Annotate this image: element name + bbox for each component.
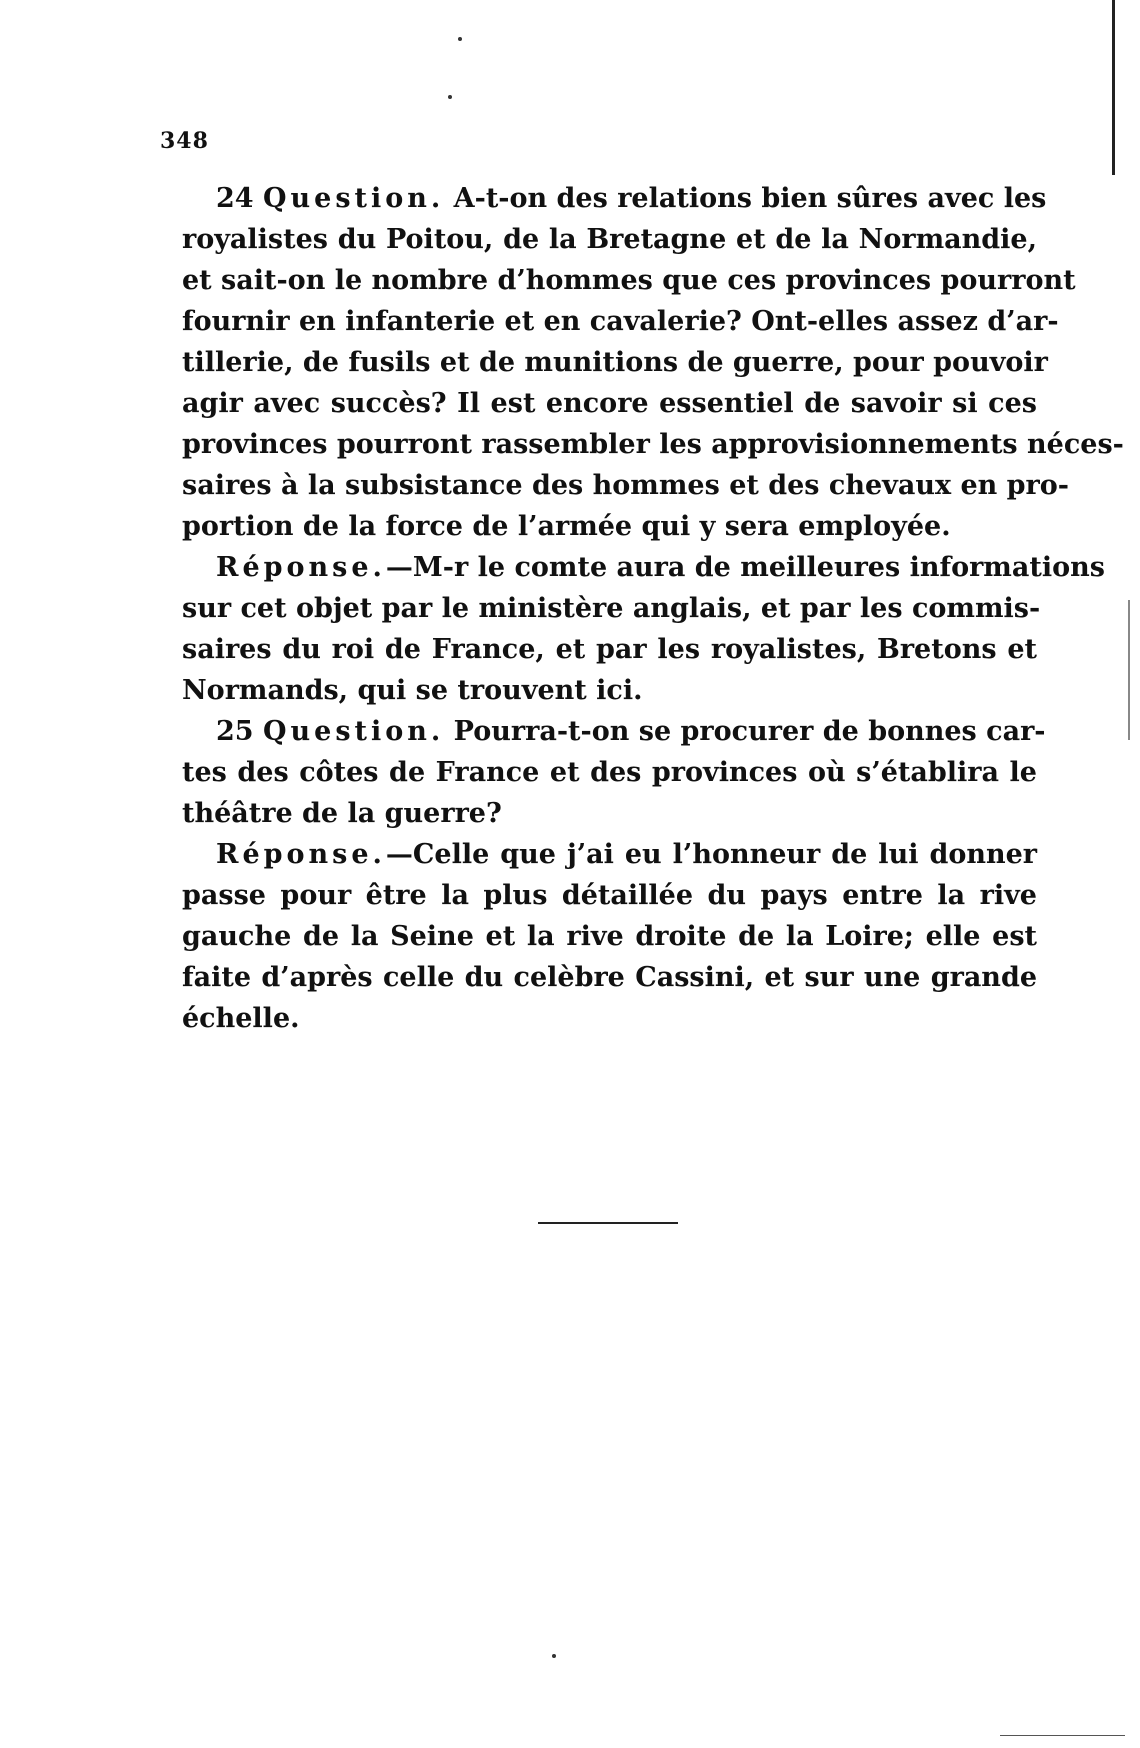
answer-24-line-1: Réponse.—M-r le comte aura de meilleures informations — [216, 552, 1105, 583]
question-24-line: portion de la force de l’armée qui y sera employée. — [182, 511, 951, 542]
question-24-line-1: 24 Question. A-t-on des relations bien sûres avec les — [216, 183, 1047, 214]
answer-25-line: gauche de la Seine et la rive droite de la Loire; elle est — [182, 921, 1037, 952]
answer-keyword: Réponse. — [216, 839, 386, 870]
question-keyword: Question. — [262, 183, 445, 214]
question-24-line: tillerie, de fusils et de munitions de guerre, pour pouvoir — [182, 347, 1048, 378]
answer-24-line: saires du roi de France, et par les royalistes, Bretons et — [182, 634, 1037, 665]
question-number: 24 — [216, 183, 254, 214]
question-24-line: royalistes du Poitou, de la Bretagne et de la Normandie, — [182, 224, 1037, 255]
print-speck — [448, 95, 452, 99]
answer-25-line: faite d’après celle du celèbre Cassini, et sur une grande — [182, 962, 1037, 993]
page-edge-line — [1112, 0, 1115, 175]
question-24-line: saires à la subsistance des hommes et des chevaux en pro- — [182, 470, 1069, 501]
print-speck — [552, 1654, 556, 1658]
question-24-line: agir avec succès? Il est encore essentiel de savoir si ces — [182, 388, 1037, 419]
question-24-line: et sait-on le nombre d’hommes que ces provinces pourront — [182, 265, 1076, 296]
page-bottom-line — [1000, 1735, 1125, 1736]
answer-24-line: Normands, qui se trouvent ici. — [182, 675, 643, 706]
print-speck — [458, 37, 462, 41]
answer-keyword: Réponse. — [216, 552, 386, 583]
question-keyword: Question. — [262, 716, 445, 747]
answer-25-line: échelle. — [182, 1003, 300, 1034]
answer-25-line-1: Réponse.—Celle que j’ai eu l’honneur de lui donner — [216, 839, 1037, 870]
question-25-line: théâtre de la guerre? — [182, 798, 502, 829]
answer-24-line: sur cet objet par le ministère anglais, et par les commis- — [182, 593, 1041, 624]
answer-25-line: passe pour être la plus détaillée du pays entre la rive — [182, 880, 1037, 911]
question-24-line: provinces pourront rassembler les approvisionnements néces- — [182, 429, 1124, 460]
question-25-line-1: 25 Question. Pourra-t-on se procurer de bonnes car- — [216, 716, 1046, 747]
page-edge-line-lower — [1128, 600, 1130, 740]
question-number: 25 — [216, 716, 254, 747]
page-number: 348 — [160, 128, 209, 154]
document-body — [182, 178, 1124, 1039]
section-end-rule — [538, 1222, 678, 1224]
question-24-line: fournir en infanterie et en cavalerie? Ont-elles assez d’ar- — [182, 306, 1059, 337]
question-25-line: tes des côtes de France et des provinces où s’établira le — [182, 757, 1037, 788]
